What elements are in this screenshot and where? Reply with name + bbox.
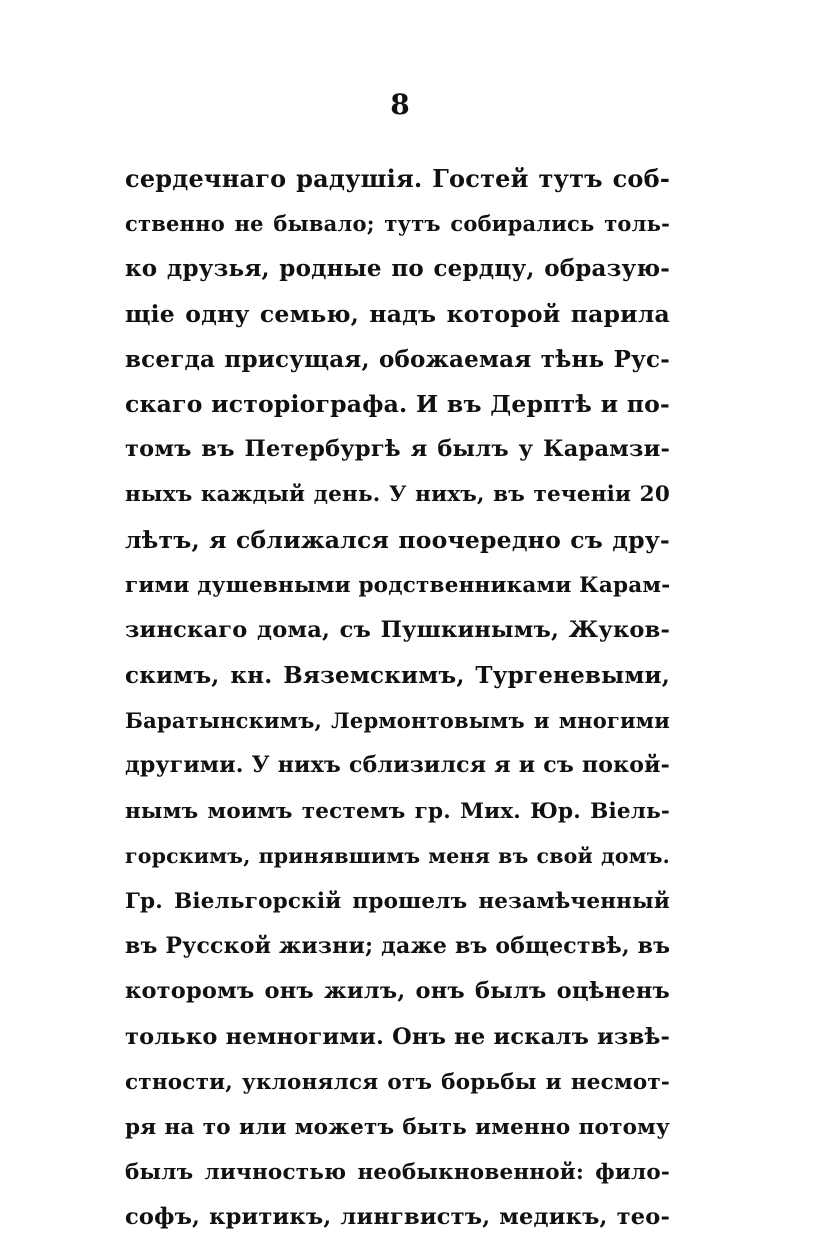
text-line: которомъ онъ жилъ, онъ былъ оцѣненъ	[125, 978, 670, 1005]
text-line: сердечнаго радушія. Гостей тутъ соб-	[125, 164, 670, 193]
text-line: ря на то или можетъ быть именно потому	[125, 1114, 670, 1140]
text-line: только немногими. Онъ не искалъ извѣ-	[125, 1023, 670, 1050]
text-line: скаго исторіографа. И въ Дерптѣ и по-	[125, 389, 670, 418]
text-line: Гр. Віельгорскій прошелъ незамѣченный	[125, 889, 670, 914]
text-line: щіе одну семью, надъ которой парила	[125, 299, 670, 328]
text-line: ко друзья, родные по сердцу, образую-	[125, 255, 670, 283]
text-line: скимъ, кн. Вяземскимъ, Тургеневыми,	[125, 662, 670, 690]
text-line: стности, уклонялся отъ борьбы и несмот-	[125, 1069, 670, 1095]
text-line: ныхъ каждый день. У нихъ, въ теченіи 20	[125, 482, 670, 508]
text-line: лѣтъ, я сближался поочередно съ дру-	[125, 525, 670, 554]
text-line: ственно не бывало; тутъ собирались толь-	[125, 211, 670, 237]
text-line: нымъ моимъ тестемъ гр. Мих. Юр. Віель-	[125, 798, 670, 824]
text-line: всегда присущая, обожаемая тѣнь Рус-	[125, 345, 670, 373]
text-line: горскимъ, принявшимъ меня въ свой домъ.	[125, 843, 670, 868]
body-text	[125, 156, 670, 1241]
text-line: Баратынскимъ, Лермонтовымъ и многими	[125, 708, 670, 734]
text-line: въ Русской жизни; даже въ обществѣ, въ	[125, 933, 671, 960]
text-line: зинскаго дома, съ Пушкинымъ, Жуков-	[125, 616, 670, 643]
text-line: софъ, критикъ, лингвистъ, медикъ, тео-	[125, 1204, 670, 1231]
text-line: другими. У нихъ сблизился я и съ покой-	[125, 752, 670, 779]
text-line: томъ въ Петербургѣ я былъ у Карамзи-	[125, 436, 670, 463]
text-line: былъ личностью необыкновенной: фило-	[125, 1160, 670, 1186]
text-line: гими душевными родственниками Карам-	[125, 572, 671, 598]
page-number: 8	[390, 88, 410, 121]
